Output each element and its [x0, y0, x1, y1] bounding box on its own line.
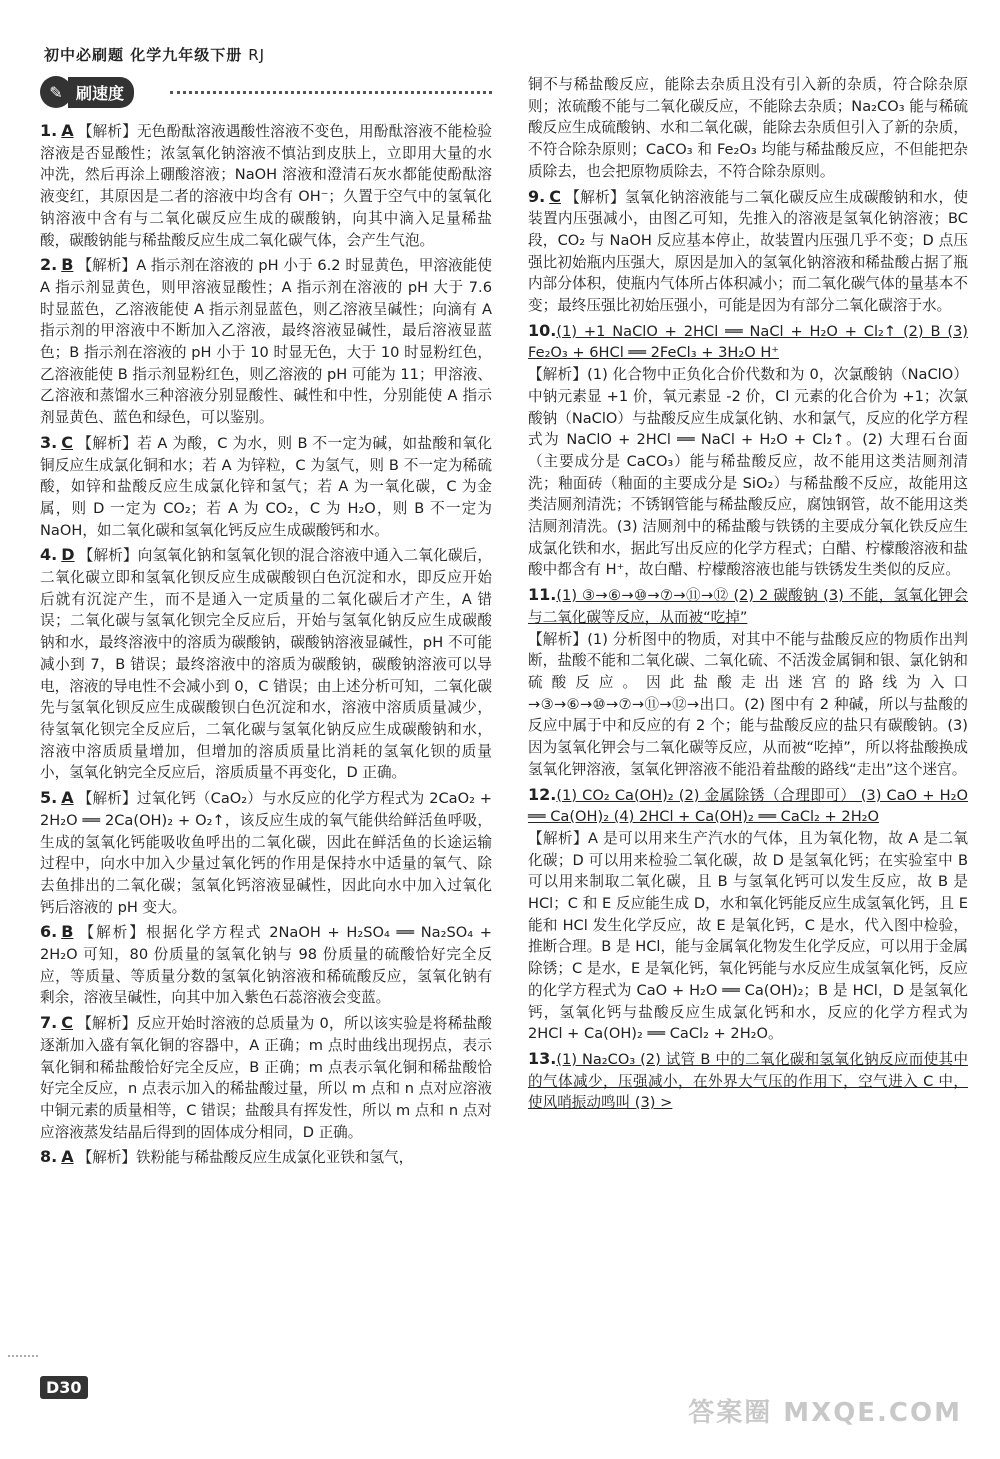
margin-dots — [8, 1355, 38, 1357]
answer-item — [40, 120, 492, 251]
answer-item — [40, 544, 492, 784]
question-number: 11. — [528, 585, 557, 605]
question-number: 4. — [40, 545, 58, 565]
answer-item — [528, 584, 968, 780]
answer-choice: C — [61, 432, 73, 452]
section-label: 刷速度 — [68, 77, 134, 108]
answer-choice: A — [61, 121, 74, 140]
answer-choice: A — [61, 1147, 74, 1167]
answer-item — [40, 1146, 492, 1169]
question-number: 1. — [40, 121, 58, 140]
explanation-text: 【解析】根据化学方程式 2NaOH + H₂SO₄ ══ Na₂SO₄ + 2H₂O 可知，80 份质量的氢氧化钠与 98 份质量的硫酸恰好完全反应，等质量、等质量分数的氢氧化钠溶液和稀硫酸反应，氢氧化钠有剩余，溶液呈碱性，向其中加入紫色石蕊溶液会变蓝。 — [40, 924, 492, 1007]
answer-item — [40, 787, 492, 918]
explanation-text: 【解析】过氧化钙（CaO₂）与水反应的化学方程式为 2CaO₂ + 2H₂O ══ 2Ca(OH)₂ + O₂↑，该反应生成的氧气能供给鲜活鱼呼吸，生成的氢氧化钙能吸收鱼呼出的二氧化碳，因此在鲜活鱼的长途运输过程中，向水中加入少量过氧化钙的作用是保持水中适量的氧气、除去鱼排出的二氧化碳；氢氧化钙溶液显碱性，因此向水中加入过氧化钙后溶液的 pH 变大。 — [40, 790, 492, 916]
right-column — [528, 74, 968, 1117]
answer-item — [528, 1048, 968, 1114]
section-badge — [40, 76, 134, 108]
watermark: 答案圈 MXQE.COM — [688, 1398, 962, 1428]
answer-choice: B — [61, 922, 74, 942]
explanation-text: 【解析】A 指示剂在溶液的 pH 小于 6.2 时显黄色，甲溶液能使 A 指示剂显黄色，则甲溶液显酸性；A 指示剂在溶液的 pH 大于 7.6 时显蓝色，乙溶液能使 A 指示剂显蓝色，则乙溶液呈碱性；向滴有 A 指示剂的甲溶液中不断加入乙溶液，最终溶液显碱性，最后溶液显蓝色；B 指示剂在溶液的 pH 小于 10 时显无色，大于 10 时显粉红色，乙溶液能使 B 指示剂显粉红色，则乙溶液的 pH 可能为 11；甲溶液、乙溶液和蒸馏水三种溶液分别显酸性、碱性和中性，分别能使 A 指示剂显黄色、蓝色和绿色，可以鉴别。 — [40, 257, 492, 427]
question-number: 3. — [40, 432, 58, 452]
question-number: 8. — [40, 1147, 58, 1167]
explanation-text: 【解析】反应开始时溶液的总质量为 0，所以该实验是将稀盐酸逐渐加入盛有氧化铜的容器中，A 正确；m 点时曲线出现拐点，表示氧化铜和稀盐酸恰好完全反应，B 正确；m 点表示氧化铜和稀盐酸恰好完全反应，n 点表示加入的稀盐酸过量，所以 m 点和 n 点对应溶液中铜元素的质量相等，C 错误；盐酸具有挥发性，所以 m 点和 n 点对应溶液蒸发结晶后得到的固体成分相同，D 正确。 — [40, 1015, 492, 1141]
question-number: 7. — [40, 1013, 58, 1033]
question-number: 2. — [40, 255, 58, 275]
explanation-text: 铜不与稀盐酸反应，能除去杂质且没有引入新的杂质，符合除杂原则；浓硫酸不能与二氧化碳反应，不能除去杂质；Na₂CO₃ 能与稀硫酸反应生成硫酸钠、水和二氧化碳，能除去杂质但引入了新的杂质，不符合除杂原则；CaCO₃ 和 Fe₂O₃ 均能与稀盐酸反应，不但能把杂质除去，也会把原物质除去，不符合除杂原则。 — [528, 76, 968, 180]
answer-fill: (1) +1 NaClO + 2HCl ══ NaCl + H₂O + Cl₂↑ (2) B (3) Fe₂O₃ + 6HCl ══ 2FeCl₃ + 3H₂O H⁺ — [528, 322, 968, 362]
question-number: 13. — [528, 1048, 557, 1068]
answer-choice: B — [61, 255, 74, 275]
header-edition: RJ — [248, 46, 266, 64]
answer-fill: (1) ③→⑥→⑩→⑦→⑪→⑫ (2) 2 碳酸钠 (3) 不能，氢氧化钾会与二氧化碳等反应，从而被“吃掉” — [528, 587, 968, 626]
explanation-text: 【解析】铁粉能与稀盐酸反应生成氯化亚铁和氢气， — [77, 1149, 414, 1167]
header-title: 初中必刷题 化学九年级下册 — [44, 46, 243, 64]
answer-choice: C — [549, 186, 561, 206]
answer-item — [40, 432, 492, 542]
left-column — [40, 120, 492, 1172]
question-number: 6. — [40, 922, 58, 942]
page-footer — [40, 1376, 88, 1399]
explanation-text: 【解析】向氢氧化钠和氢氧化钡的混合溶液中通入二氧化碳后，二氧化碳立即和氢氧化钡反应生成碳酸钡白色沉淀和水，即反应开始后就有沉淀产生，而不是通入一定质量的二氧化碳后才产生，A 错误；二氧化碳与氢氧化钡完全反应后，开始与氢氧化钠反应生成碳酸钠和水，最终溶液中的溶质为碳酸钠，碳酸钠溶液显碱性，pH 不可能减小到 7，B 错误；最终溶液中的溶质为碳酸钠，碳酸钠溶液可以导电，溶液的导电性不会减小到 0，C 错误；由上述分析可知，二氧化碳先与氢氧化钡反应生成碳酸钡白色沉淀和水，溶液中溶质质量减少，待氢氧化钡完全反应后，二氧化碳与氢氧化钠反应生成碳酸钠和水，溶液中溶质质量增加，但增加的溶质质量比消耗的氢氧化钡的质量小，氢氧化钠完全反应后，溶质质量不再变化，D 正确。 — [40, 547, 492, 782]
explanation-text: 【解析】(1) 化合物中正负化合价代数和为 0，次氯酸钠（NaClO）中钠元素显 +1 价，氧元素显 -2 价，Cl 元素的化合价为 +1；次氯酸钠（NaClO）与盐酸反应生成氯化钠、水和氯气，反应的化学方程式为 NaClO + 2HCl ══ NaCl + H₂O + Cl₂↑。(2) 大理石台面（主要成分是 CaCO₃）能与稀盐酸反应，故不能用这类洁厕剂清洗；釉面砖（釉面的主要成分是 SiO₂）与稀盐酸不反应，故能用这类洁厕剂清洗；不锈钢管能与稀盐酸反应，腐蚀钢管，故不能用这类洁厕剂清洗。(3) 洁厕剂中的稀盐酸与铁锈的主要成分氧化铁反应生成氯化铁和水，据此写出反应的化学方程式；白醋、柠檬酸溶液和盐酸中都含有 H⁺，故白醋、柠檬酸溶液也能与铁锈发生类似的反应。 — [528, 366, 968, 579]
explanation-text: 【解析】A 是可以用来生产汽水的气体，且为氧化物，故 A 是二氧化碳；D 可以用来检验二氧化碳，故 D 是氢氧化钙；在实验室中 B 可以用来制取二氧化碳，且 B 与氢氧化钙可以发生反应，故 B 是 HCl；C 和 E 反应能生成 D，水和氧化钙能反应生成氢氧化钙，且 E 能和 HCl 发生化学反应，故 E 是氧化钙，C 是水，代入图中检验，推断合理。B 是 HCl，能与金属氧化物发生化学反应，可以用于金属除锈；C 是水，E 是氧化钙，氧化钙能与水反应生成氢氧化钙，反应的化学方程式为 CaO + H₂O ══ Ca(OH)₂；B 是 HCl，D 是氢氧化钙，氢氧化钙与盐酸反应生成氯化钙和水，反应的化学方程式为 2HCl + Ca(OH)₂ ══ CaCl₂ + 2H₂O。 — [528, 829, 968, 1043]
answer-item — [40, 921, 492, 1009]
page-header — [44, 44, 265, 65]
answer-item — [528, 74, 968, 183]
answer-choice: A — [61, 788, 74, 808]
question-number: 10. — [528, 320, 557, 340]
answer-item — [40, 254, 492, 429]
book-icon: ✎ — [40, 76, 72, 108]
explanation-text: 【解析】氢氧化钠溶液能与二氧化碳反应生成碳酸钠和水，使装置内压强减小，由图乙可知，先推入的溶液是氢氧化钠溶液；BC 段，CO₂ 与 NaOH 反应基本停止，故装置内压强几乎不变；D 点压强比初始瓶内压强大，原因是加入的氢氧化钠溶液和稀盐酸占据了瓶内部分体积，使瓶内气体所占体积减小；而二氧化碳气体的量基本不变；最终压强比初始压强小，可能是因为有部分二氧化碳溶于水。 — [528, 188, 968, 315]
page-number: D30 — [40, 1376, 88, 1399]
answer-item — [40, 1012, 492, 1143]
answer-fill: (1) Na₂CO₃ (2) 试管 B 中的二氧化碳和氢氧化钠反应而使其中的气体减少，压强减小，在外界大气压的作用下，空气进入 C 中，使风哨振动鸣叫 (3) > — [528, 1050, 968, 1112]
answer-choice: C — [61, 1013, 73, 1033]
question-number: 5. — [40, 788, 58, 808]
explanation-text: 【解析】(1) 分析图中的物质，对其中不能与盐酸反应的物质作出判断，盐酸不能和二氧化碳、二氧化硫、不活泼金属铜和银、氯化钠和硫酸反应。因此盐酸走出迷宫的路线为入口→③→⑥→⑩→⑦→⑪→⑫→出口。(2) 图中有 2 种碱，所以与盐酸的反应中属于中和反应的有 2 个；能与盐酸反应的盐只有碳酸钠。(3) 因为氢氧化钾会与二氧化碳等反应，从而被“吃掉”，所以将盐酸换成氢氧化钾溶液，氢氧化钾溶液不能沿着盐酸的路线“走出”这个迷宫。 — [528, 630, 968, 778]
explanation-text: 【解析】若 A 为酸，C 为水，则 B 不一定为碱，如盐酸和氧化铜反应生成氯化铜和水；若 A 为锌粒，C 为氢气，则 B 不一定为稀硫酸，如锌和盐酸反应生成氯化锌和氢气；若 A 为一氧化碳，C 为金属，则 D 一定为 CO₂；若 A 为 CO₂，C 为 H₂O，则 B 不一定为 NaOH，如二氧化碳和氢氧化钙反应生成碳酸钙和水。 — [40, 434, 492, 539]
answer-fill: (1) CO₂ Ca(OH)₂ (2) 金属除锈（合理即可） (3) CaO + H₂O ══ Ca(OH)₂ (4) 2HCl + Ca(OH)₂ ══ CaCl₂ + 2H₂O — [528, 786, 968, 826]
question-number: 9. — [528, 186, 546, 206]
dotted-divider — [170, 91, 492, 94]
answer-item — [528, 320, 968, 581]
explanation-text: 【解析】无色酚酞溶液遇酸性溶液不变色，用酚酞溶液不能检验溶液是否显酸性；浓氢氧化钠溶液不慎沾到皮肤上，立即用大量的水冲洗，然后再涂上硼酸溶液；NaOH 溶液和澄清石灰水都能使酚酞溶液变红，其原因是二者的溶液中均含有 OH⁻；久置于空气中的氢氧化钠溶液中含有与二氧化碳反应生成的碳酸钠，向其中滴入足量稀盐酸，碳酸钠能与稀盐酸反应生成二氧化碳气体，会产生气泡。 — [40, 123, 492, 249]
answer-item — [528, 186, 968, 317]
answer-choice: D — [61, 545, 75, 565]
answer-item — [528, 784, 968, 1045]
question-number: 12. — [528, 784, 557, 804]
